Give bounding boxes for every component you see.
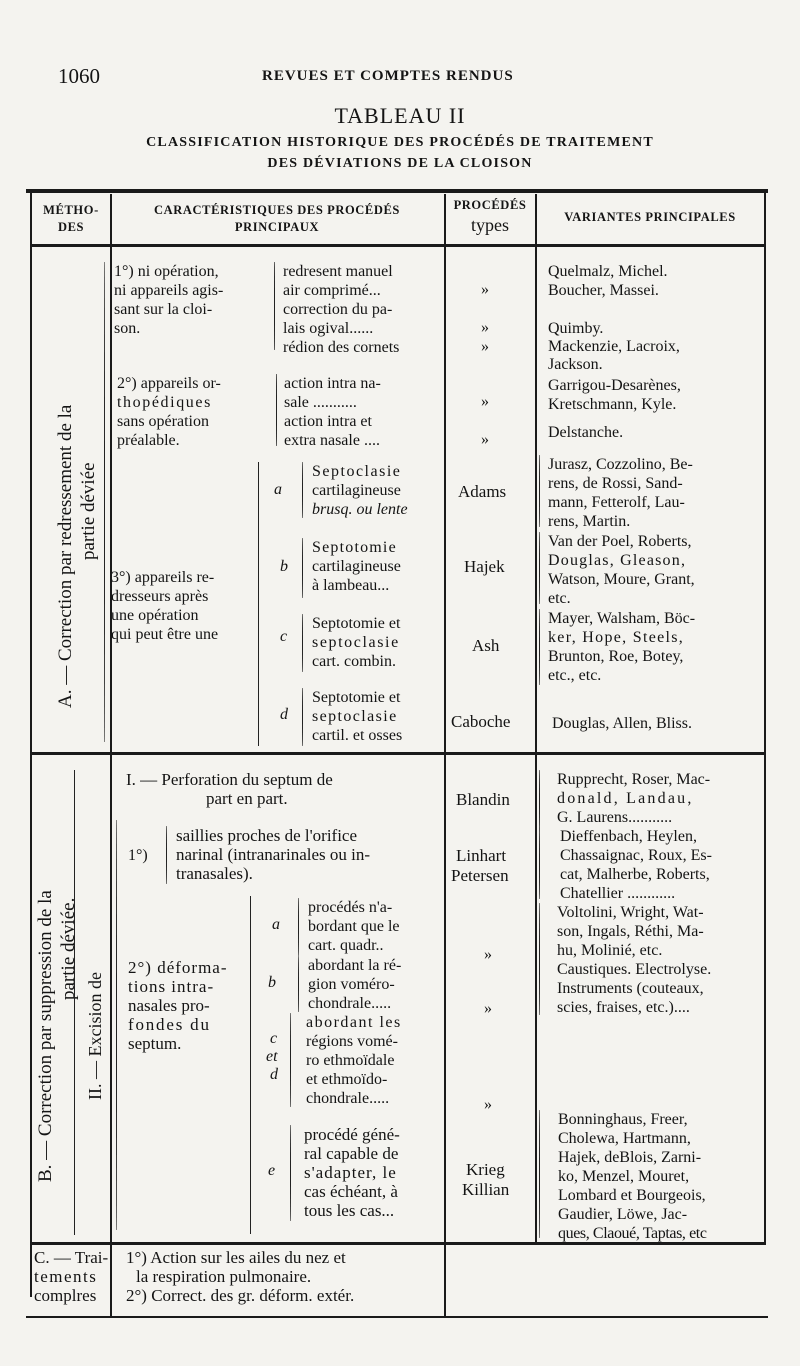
variants-caboche: Douglas, Allen, Bliss. (552, 715, 693, 732)
section-a-label-line-2: partie déviée (78, 462, 99, 560)
ditto-mark: » (481, 281, 489, 298)
a-group-2-brace (276, 374, 277, 446)
a-group-2-text: 2°) appareils or- thopédiques sans opération préalable. (117, 375, 221, 449)
section-b-label-line-2: partie déviée. (58, 897, 79, 1000)
a-group-3-text: 3°) appareils re- dresseurs après une opération qui peut être une (111, 569, 219, 643)
section-a-brace (104, 262, 105, 742)
b-2-text: 2°) déforma- tions intra- nasales pro- fondes du septum. (128, 958, 228, 1053)
table-title: TABLEAU II (334, 103, 466, 128)
table-bottom-rule (26, 1316, 768, 1318)
letter-a: a (274, 481, 282, 498)
a-variants-4: Garrigou-Desarènes, Kretschmann, Kyle. (548, 377, 681, 413)
b-e-text: procédé géné- ral capable de s'adapter, le cas échéant, à tous les cas... (304, 1125, 400, 1220)
letter-c: c (280, 628, 288, 645)
section-b-label: B. — Correction par suppression de la (35, 890, 56, 1182)
ditto-mark: » (481, 338, 489, 355)
ditto-mark: » (484, 946, 492, 963)
variant-b-brace (539, 532, 540, 604)
header-rule (30, 244, 764, 247)
column-header-procedes: PROCÉDÉS types (453, 198, 527, 235)
a-group-3-outer-rule (258, 462, 259, 746)
b-2-rule (250, 896, 251, 1234)
section-a-rule (30, 752, 764, 755)
sub-b-text: Septotomie cartilagineuse à lambeau... (312, 539, 401, 594)
column-header-methodes: MÉTHO- DES (43, 203, 99, 234)
table-subtitle-line-2: DES DÉVIATIONS DE LA CLOISON (267, 156, 533, 171)
table-subtitle-line-1: CLASSIFICATION HISTORIQUE DES PROCÉDÉS DE TRAITEMENT (146, 135, 654, 150)
section-a-label: A. — Correction par redressement de la (55, 404, 76, 708)
type-linhart: Linhart (456, 846, 507, 865)
ditto-mark: » (481, 319, 489, 336)
b-b-brace (298, 956, 299, 1012)
letter-b: b (268, 974, 276, 991)
b-cd-text: abordant les régions vomé- ro ethmoïdale et ethmoïdo- chondrale..... (306, 1014, 402, 1107)
letter-c: c (270, 1030, 278, 1047)
column-divider-2 (444, 194, 446, 1316)
sub-a-brace (302, 462, 303, 518)
variant-misc-brace (539, 903, 540, 1015)
sub-a-text: Septoclasie cartilagineuse brusq. ou lente (312, 463, 408, 518)
variants-ash: Mayer, Walsham, Böc- ker, Hope, Steels, Brunton, Roe, Botey, etc., etc. (548, 610, 696, 684)
variant-blandin-brace (539, 770, 540, 832)
sub-b-brace (302, 538, 303, 598)
b-1-text: saillies proches de l'orifice narinal (intranarinales ou in- tranasales). (176, 826, 371, 883)
section-b-ii-label: II. — Excision de (85, 972, 105, 1100)
b-perforation-text: I. — Perforation du septum de part en part. (126, 770, 333, 808)
column-header-variantes: VARIANTES PRINCIPALES (564, 210, 736, 224)
section-b-ii-brace (116, 820, 117, 1230)
a-variants-3: Mackenzie, Lacroix, Jackson. (548, 338, 680, 373)
type-ash: Ash (472, 636, 500, 655)
type-adams: Adams (458, 482, 507, 501)
variants-krieg: Bonninghaus, Freer, Cholewa, Hartmann, Hajek, deBlois, Zarni- ko, Menzel, Mouret, Lombard et Bourgeois, Gaudier, Löwe, Jac- ques, Claoué, Taptas, etc (558, 1111, 707, 1242)
b-a-text: procédés n'a- bordant que le cart. quadr.. (308, 899, 400, 954)
a-variants-5: Delstanche. (548, 424, 624, 441)
section-c-label: C. — Trai- tements complres (34, 1248, 109, 1305)
variants-misc: Voltolini, Wright, Wat- son, Ingals, Réthi, Ma- hu, Molinié, etc. Caustiques. Electrolyse. Instruments (couteaux, scies, fraises, etc.).... (557, 904, 712, 1016)
letter-e: e (268, 1162, 276, 1179)
variant-krieg-brace (539, 1110, 540, 1238)
column-divider-3 (535, 194, 537, 1244)
variant-linhart-brace (539, 827, 540, 899)
table-right-rule (764, 191, 766, 1243)
page-number: 1060 (58, 64, 100, 88)
b-e-brace (290, 1125, 291, 1221)
type-petersen: Petersen (451, 866, 509, 885)
sub-d-text: Septotomie et septoclasie cartil. et osses (312, 689, 403, 744)
a-group-1-text: 1°) ni opération, ni appareils agis- sant sur la cloi- son. (114, 263, 224, 337)
type-killian: Killian (462, 1180, 510, 1199)
type-hajek: Hajek (464, 557, 505, 576)
variant-a-brace (539, 455, 540, 527)
ditto-mark: » (484, 1096, 492, 1113)
variants-blandin: Rupprecht, Roser, Mac- donald, Landau, G. Laurens........... (557, 771, 711, 826)
letter-d: d (270, 1066, 278, 1083)
column-divider-1 (110, 194, 112, 1316)
a-group-1-details: redresent manuel air comprimé... correction du pa- lais ogival...... rédion des cornets (283, 263, 400, 356)
b-cd-brace (290, 1013, 291, 1107)
section-c-text: 1°) Action sur les ailes du nez et la respiration pulmonaire. 2°) Correct. des gr. déform. extér. (126, 1248, 355, 1305)
sub-c-brace (302, 614, 303, 672)
section-b-rule (74, 770, 75, 1235)
type-krieg: Krieg (466, 1160, 505, 1179)
table-top-rule (26, 189, 768, 193)
ditto-mark: » (481, 393, 489, 410)
sub-c-text: Septotomie et septoclasie cart. combin. (312, 615, 401, 670)
letter-b: b (280, 558, 288, 575)
variants-hajek: Van der Poel, Roberts, Douglas, Gleason, Watson, Moure, Grant, etc. (548, 533, 695, 607)
a-group-1-brace (274, 262, 275, 350)
column-header-caracteristiques: CARACTÉRISTIQUES DES PROCÉDÉS PRINCIPAUX (154, 203, 400, 234)
a-group-2-details: action intra na- sale ........... action intra et extra nasale .... (284, 375, 381, 449)
variant-c-brace (539, 609, 540, 685)
variants-linhart: Dieffenbach, Heylen, Chassaignac, Roux, Es- cat, Malherbe, Roberts, Chatellier ............ (560, 828, 712, 902)
letter-et: et (266, 1048, 278, 1065)
letter-d: d (280, 706, 288, 723)
table-left-rule (30, 191, 32, 1297)
sub-d-brace (302, 688, 303, 746)
letter-a: a (272, 916, 280, 933)
ditto-mark: » (484, 1000, 492, 1017)
a-variants-2: Quimby. (548, 320, 604, 337)
ditto-mark: » (481, 431, 489, 448)
type-caboche: Caboche (451, 712, 511, 731)
b-1-label: 1°) (128, 847, 148, 864)
type-blandin: Blandin (456, 790, 510, 809)
variants-adams: Jurasz, Cozzolino, Be- rens, de Rossi, Sand- mann, Fetterolf, Lau- rens, Martin. (548, 456, 693, 530)
b-1-brace (166, 826, 167, 884)
running-head: REVUES ET COMPTES RENDUS (262, 68, 514, 84)
b-b-text: abordant la ré- gion voméro- chondrale..... (308, 957, 402, 1012)
b-a-brace (298, 898, 299, 956)
a-variants-1: Quelmalz, Michel. Boucher, Massei. (548, 263, 668, 299)
